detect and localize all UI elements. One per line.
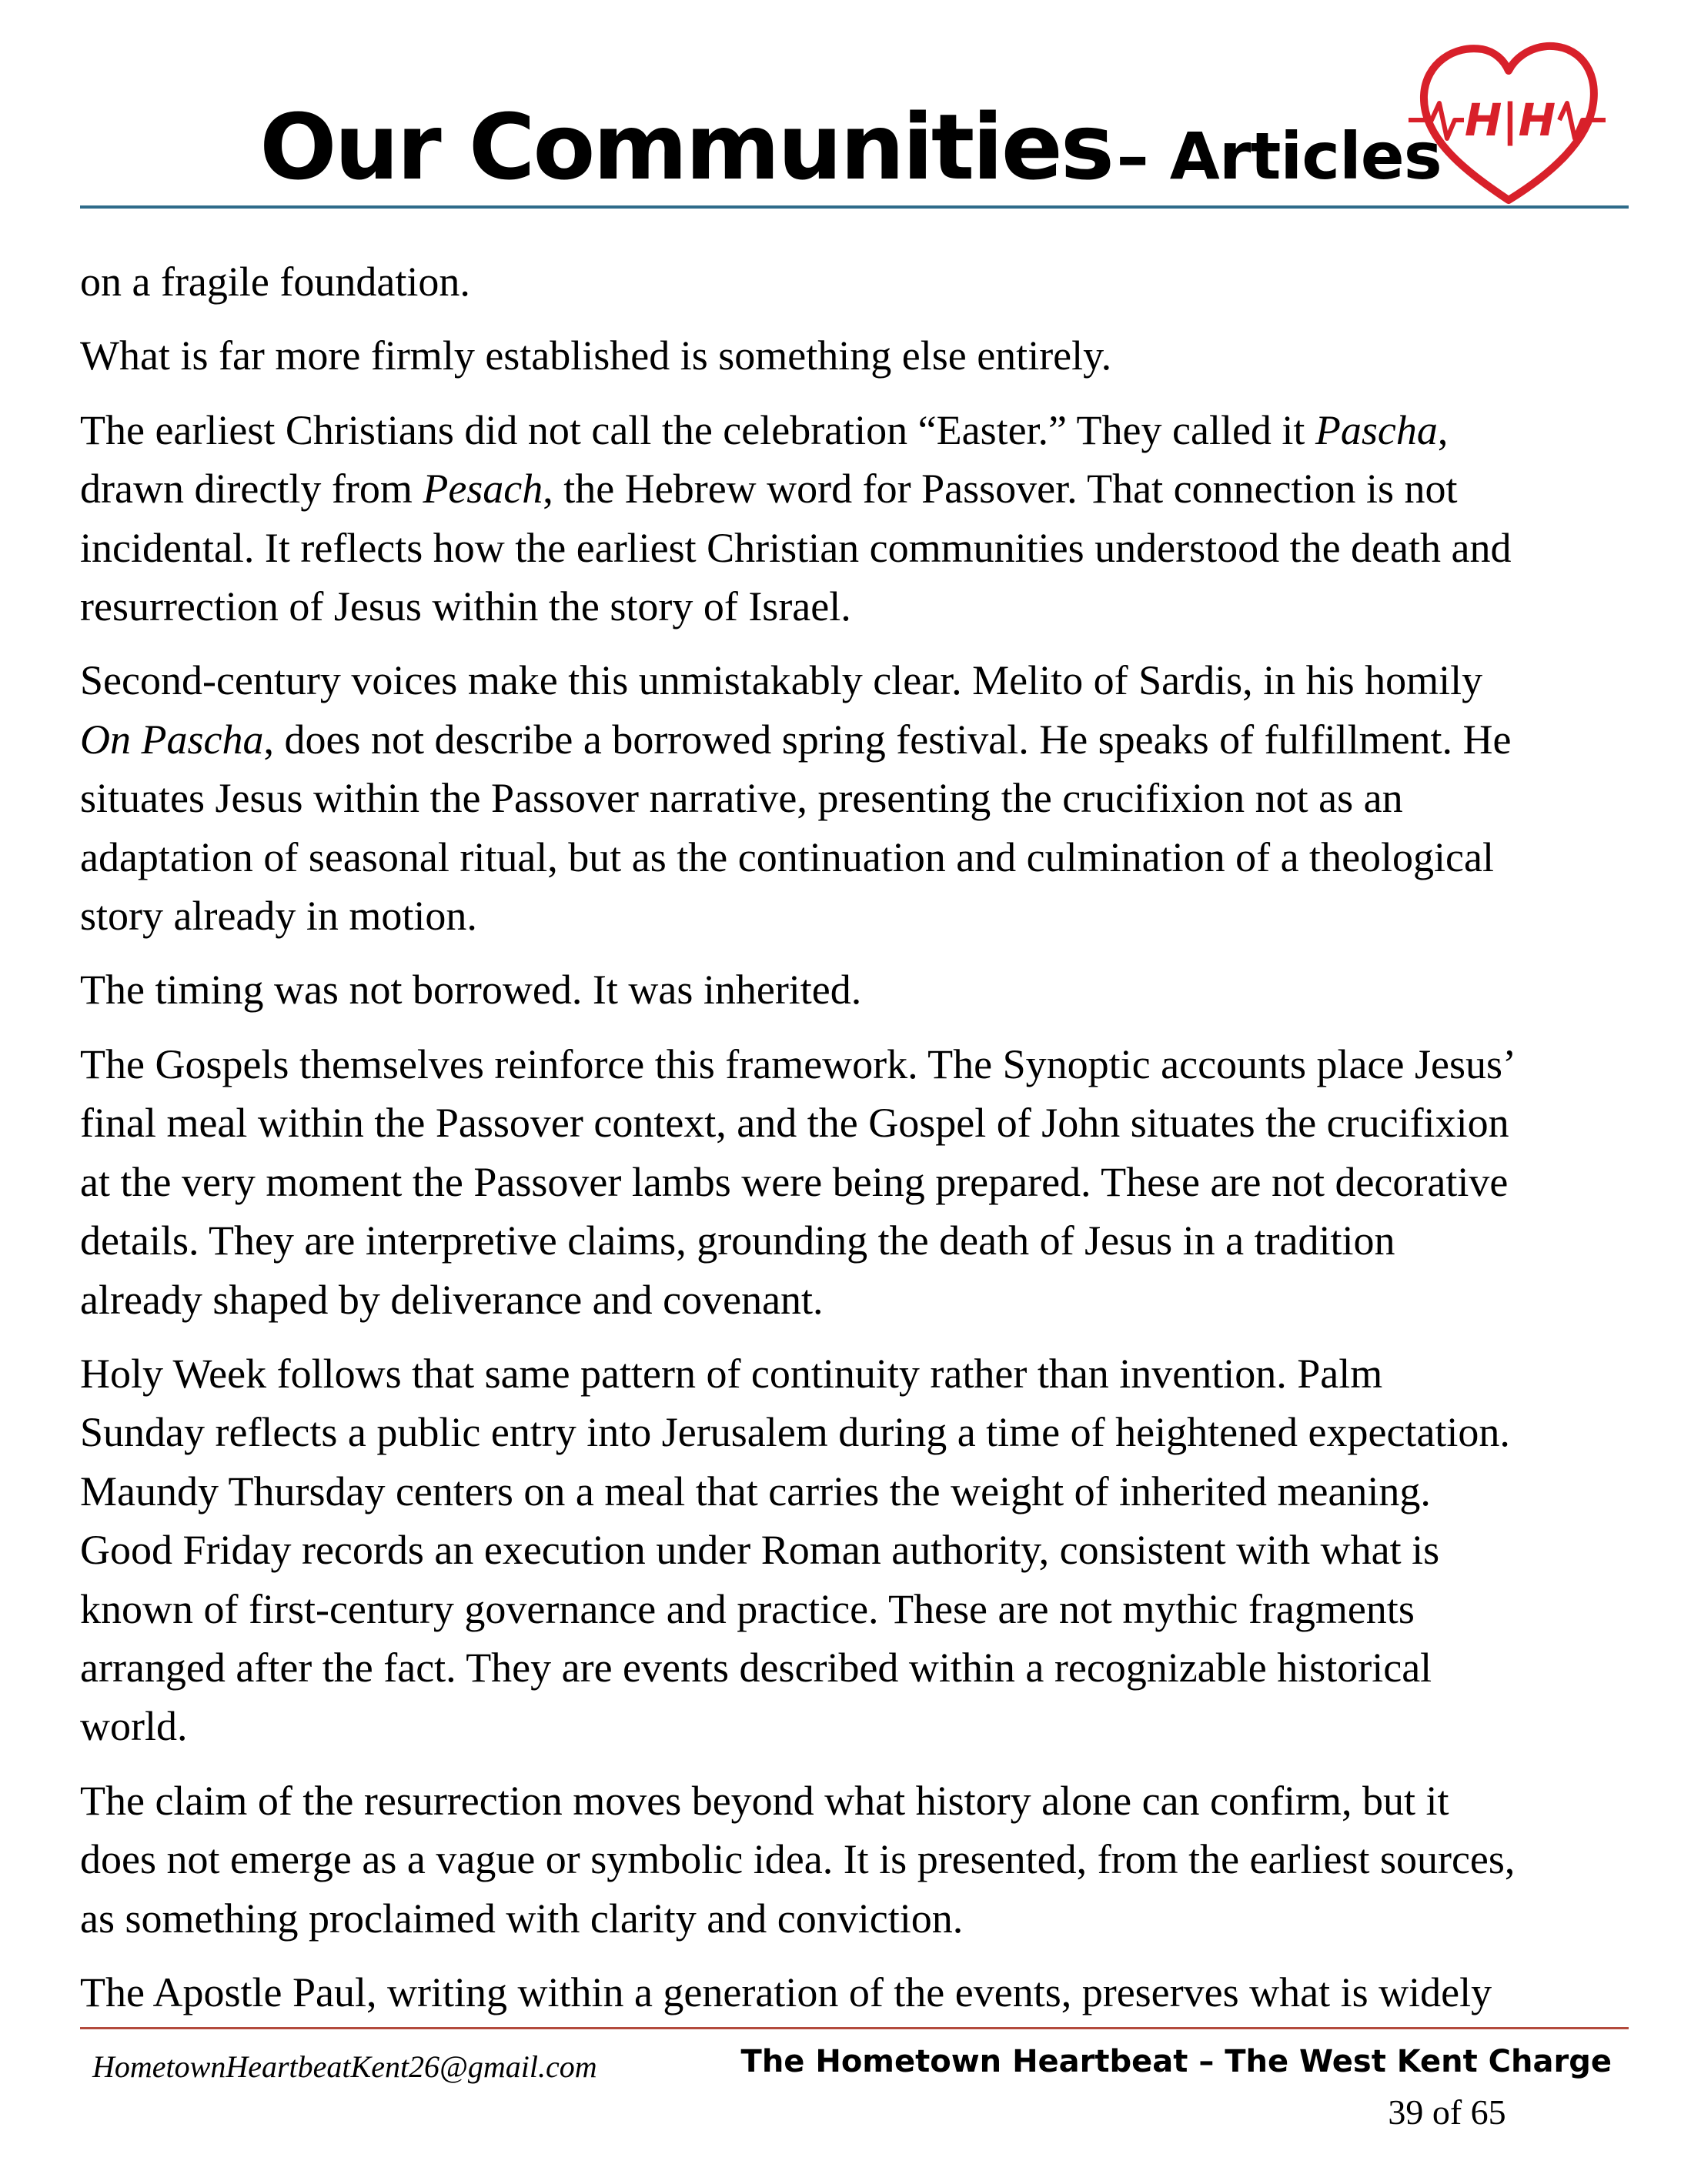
paragraph-4: Second-century voices make this unmistakably clear. Melito of Sardis, in his homily On Pascha, does not describe a borrowed spring festival. He speaks of fulfillment. He situates Jesus within the Passover narrative, presenting the crucifixion not as an adaptation of seasonal ritual, but as the continuation and culmination of a theological story already in motion. bbox=[80, 657, 1512, 940]
paragraph-2: What is far more firmly established is something else entirely. bbox=[80, 332, 1112, 379]
paragraph-5: The timing was not borrowed. It was inherited. bbox=[80, 967, 862, 1014]
title-sub: – Articles bbox=[1116, 119, 1442, 194]
paragraph-7: Holy Week follows that same pattern of continuity rather than invention. Palm Sunday reflects a public entry into Jerusalem during a time of heightened expectation. Maundy Thursday centers on a meal that carries the weight of inherited meaning. Good Friday records an execution under Roman authority, consistent with what is known of first-century governance and practice. These are not mythic fragments arranged after the fact. They are events described within a recognizable historical world. bbox=[80, 1350, 1510, 1750]
page-number: 39 of 65 bbox=[1388, 2092, 1506, 2132]
term-pascha: Pascha bbox=[1315, 406, 1438, 453]
paragraph-9: The Apostle Paul, writing within a generation of the events, preserves what is widely bbox=[80, 1969, 1492, 2015]
term-on-pascha: On Pascha bbox=[80, 716, 264, 763]
logo-text: H|H bbox=[1464, 94, 1556, 146]
article-body bbox=[80, 252, 1635, 2037]
term-pesach: Pesach bbox=[423, 466, 543, 513]
title-main: Our Communities bbox=[259, 94, 1112, 200]
paragraph-1: on a fragile foundation. bbox=[80, 259, 470, 305]
paragraph-3: The earliest Christians did not call the celebration “Easter.” They called it Pascha, drawn directly from Pesach, the Hebrew word for Passover. That connection is not incidental. It reflects how the earliest Christian communities understood the death and resurrection of Jesus within the story of Israel. bbox=[80, 406, 1512, 630]
publication-name: The Hometown Heartbeat – The West Kent Charge bbox=[740, 2044, 1612, 2079]
paragraph-6: The Gospels themselves reinforce this framework. The Synoptic accounts place Jesus’ final meal within the Passover context, and the Gospel of John situates the crucifixion at the very moment the Passover lambs were being prepared. These are not decorative details. They are interpretive claims, grounding the death of Jesus in a tradition already shaped by deliverance and covenant. bbox=[80, 1040, 1516, 1323]
heartbeat-logo-icon bbox=[1409, 29, 1609, 214]
contact-email-link[interactable]: HometownHeartbeatKent26@gmail.com bbox=[92, 2049, 597, 2084]
footer-divider bbox=[80, 2027, 1629, 2029]
paragraph-8: The claim of the resurrection moves beyond what history alone can confirm, but it does not emerge as a vague or symbolic idea. It is presented, from the earliest sources, as something proclaimed with clarity and conviction. bbox=[80, 1777, 1516, 1942]
header-divider bbox=[80, 205, 1629, 209]
